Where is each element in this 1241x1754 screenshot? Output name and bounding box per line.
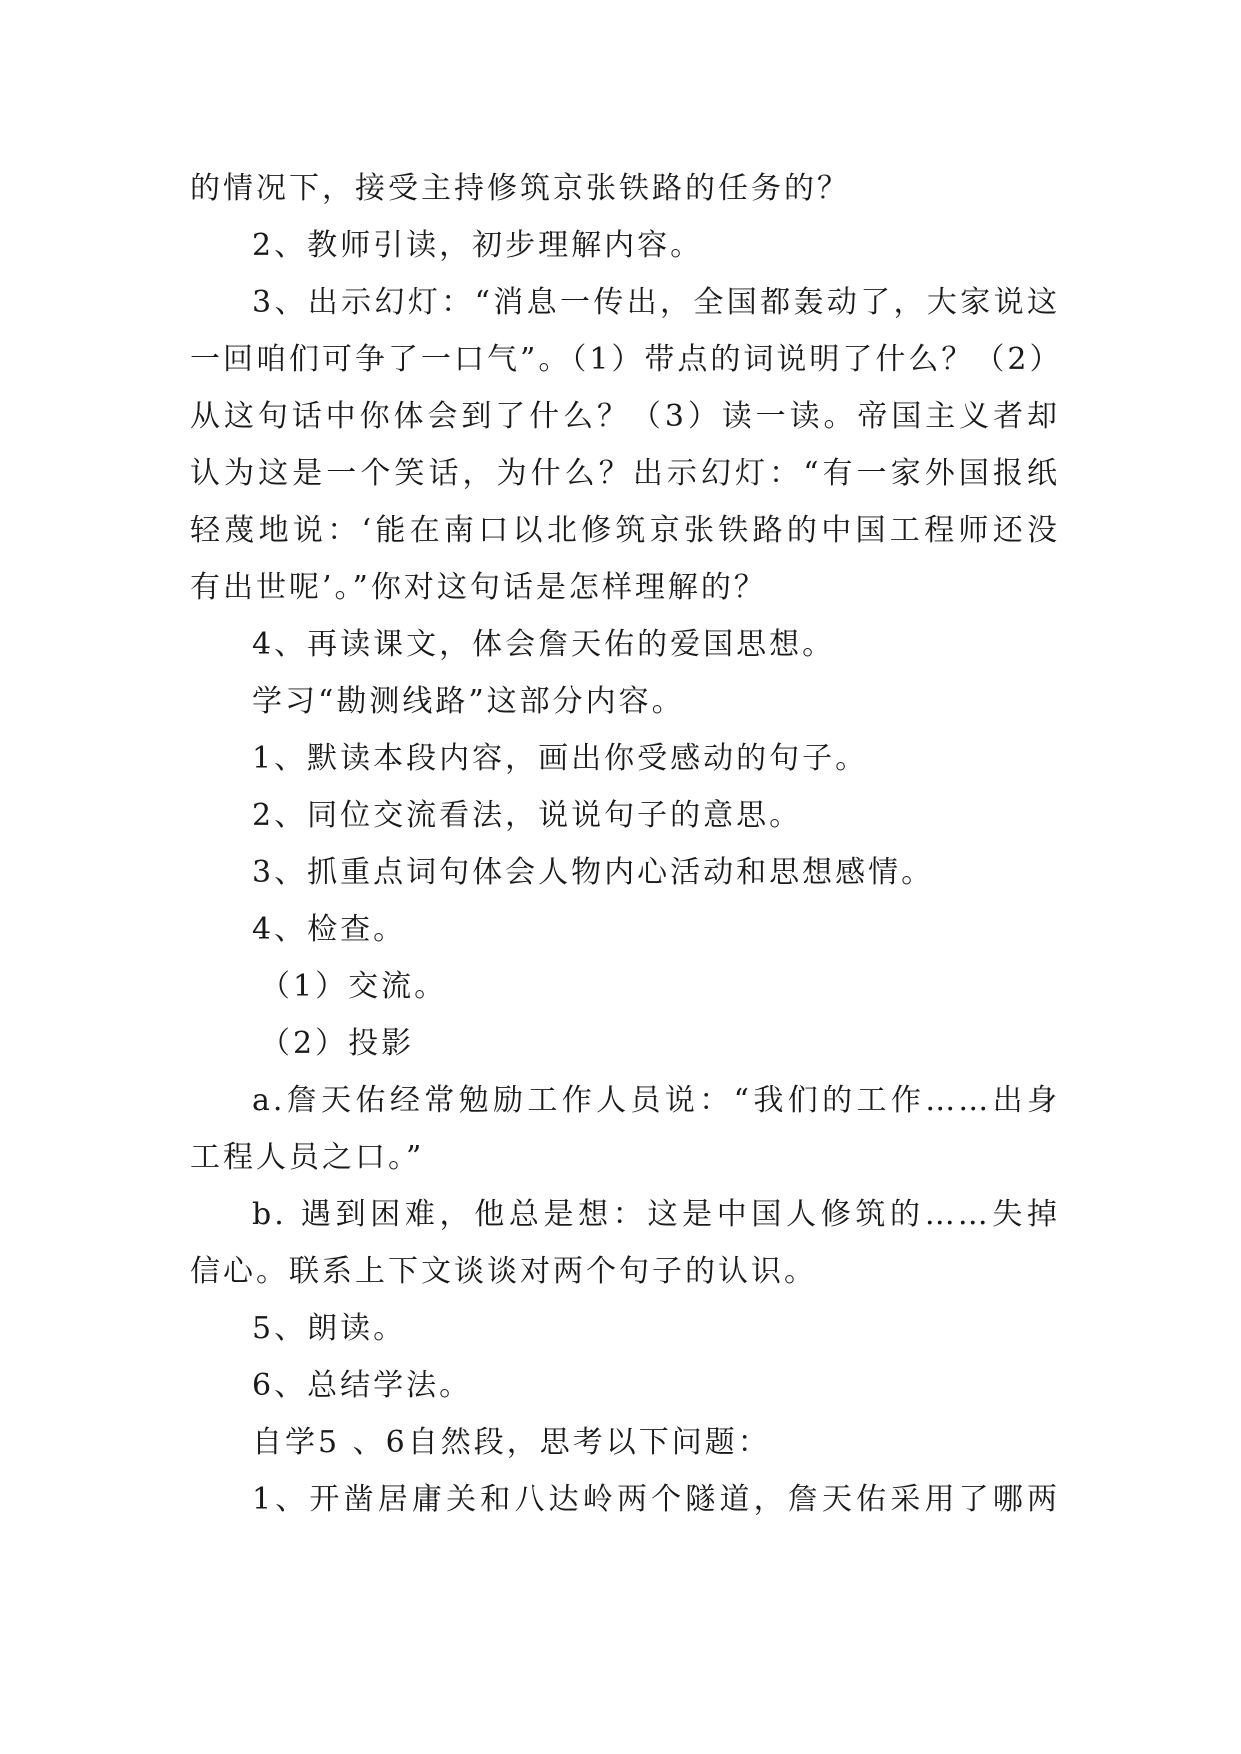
- text-line: 从这句话中你体会到了什么？（3）读一读。帝国主义者却: [190, 399, 1060, 434]
- text-line: 工程人员之口。”: [190, 1140, 425, 1175]
- text-line: 的情况下，接受主持修筑京张铁路的任务的？: [190, 171, 850, 206]
- text-line: 信心。联系上下文谈谈对两个句子的认识。: [190, 1254, 817, 1289]
- text-line: 轻蔑地说：‘能在南口以北修筑京张铁路的中国工程师还没: [190, 513, 1060, 548]
- text-line: 学习“勘测线路”这部分内容。: [252, 684, 685, 719]
- text-line: （1）交流。: [260, 969, 448, 1004]
- text-line: 1、开凿居庸关和八达岭两个隧道，詹天佑采用了哪两: [252, 1482, 1060, 1517]
- text-line: 有出世呢’。”你对这句话是怎样理解的？: [190, 570, 767, 605]
- text-line: 自学5 、6自然段，思考以下问题：: [252, 1425, 771, 1460]
- text-line: 6、总结学法。: [252, 1368, 473, 1403]
- text-line: 5、朗读。: [252, 1311, 407, 1346]
- text-line: a.詹天佑经常勉励工作人员说：“我们的工作……出身: [252, 1083, 1060, 1118]
- text-line: （2）投影: [260, 1026, 415, 1061]
- text-line: 4、再读课文，体会詹天佑的爱国思想。: [252, 627, 836, 662]
- text-line: 2、同位交流看法，说说句子的意思。: [252, 798, 803, 833]
- text-line: 一回咱们可争了一口气”。（1）带点的词说明了什么？（2）: [190, 342, 1063, 377]
- text-line: 3、抓重点词句体会人物内心活动和思想感情。: [252, 855, 935, 890]
- text-line: 1、默读本段内容，画出你受感动的句子。: [252, 741, 869, 776]
- text-line: 认为这是一个笑话，为什么？出示幻灯：“有一家外国报纸: [190, 456, 1060, 491]
- text-line: 4、检查。: [252, 912, 407, 947]
- text-line: 3、出示幻灯：“消息一传出，全国都轰动了，大家说这: [252, 285, 1060, 320]
- text-line: 2、教师引读，初步理解内容。: [252, 228, 704, 263]
- document-body: [190, 160, 1063, 1528]
- text-line: b. 遇到困难，他总是想：这是中国人修筑的……失掉: [252, 1197, 1060, 1232]
